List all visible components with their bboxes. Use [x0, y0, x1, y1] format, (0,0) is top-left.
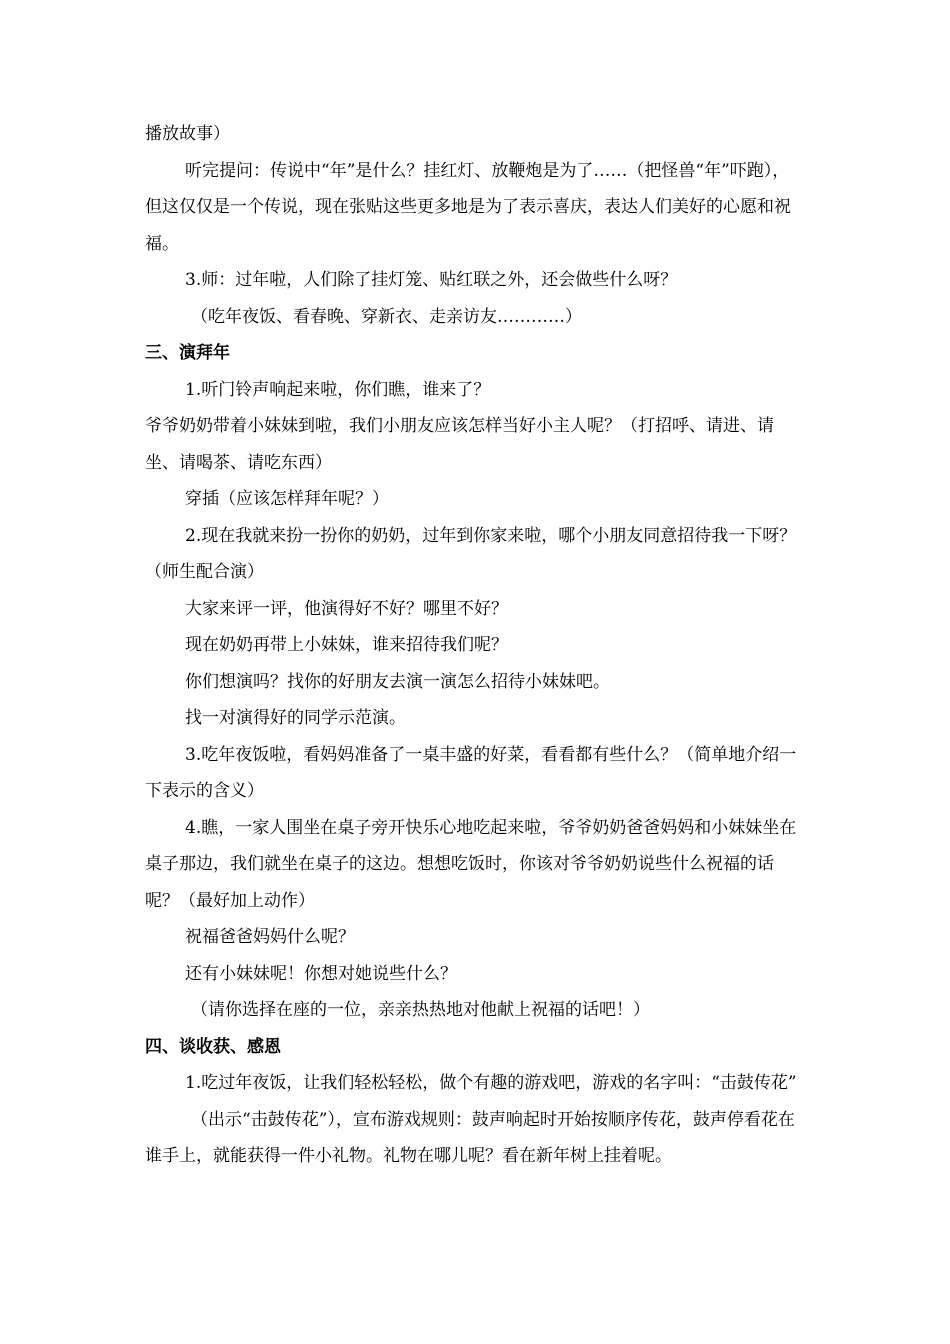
paragraph: （请你选择在座的一位，亲亲热热地对他献上祝福的话吧！） [191, 1000, 650, 1020]
paragraph: 祝福爸爸妈妈什么呢？ [185, 927, 355, 947]
paragraph: 3.师：过年啦，人们除了挂灯笼、贴红联之外，还会做些什么呀？ [185, 270, 678, 290]
paragraph: 还有小妹妹呢！你想对她说些什么？ [185, 963, 457, 984]
paragraph: 大家来评一评，他演得好不好？哪里不好？ [185, 598, 508, 619]
paragraph: 3.吃年夜饭啦，看妈妈准备了一桌丰盛的好菜，看看都有些什么？（简单地介绍一下表示的含义） [145, 744, 797, 801]
paragraph: 2.现在我就来扮一扮你的奶奶，过年到你家来啦，哪个小朋友同意招待我一下呀？（师生配合演） [145, 525, 797, 582]
paragraph: 现在奶奶再带上小妹妹，谁来招待我们呢？ [185, 635, 508, 655]
paragraph: 4.瞧，一家人围坐在桌子旁开快乐心地吃起来啦，爷爷奶奶爸爸妈妈和小妹妹坐在桌子那边，我们就坐在桌子的这边。想想吃饭时，你该对爷爷奶奶说些什么祝福的话呢？（最好加上动作） [145, 817, 797, 911]
paragraph: 播放故事） [145, 124, 230, 144]
paragraph: 找一对演得好的同学示范演。 [185, 708, 406, 728]
paragraph: 你们想演吗？找你的好朋友去演一演怎么招待小妹妹吧。 [185, 671, 610, 692]
paragraph: 听完提问：传说中“年”是什么？挂红灯、放鞭炮是为了……（把怪兽“年”吓跑），但这仅仅是一个传说，现在张贴这些更多地是为了表示喜庆，表达人们美好的心愿和祝福。 [145, 160, 791, 254]
paragraph: 穿插（应该怎样拜年呢？） [185, 489, 389, 509]
paragraph: （吃年夜饭、看春晚、穿新衣、走亲访友…………） [191, 306, 582, 327]
section-heading: 三、演拜年 [145, 343, 230, 363]
section-heading: 四、谈收获、感恩 [145, 1036, 281, 1057]
paragraph: （出示“击鼓传花”），宣布游戏规则：鼓声响起时开始按顺序传花，鼓声停看花在谁手上，就能获得一件小礼物。礼物在哪儿呢？看在新年树上挂着呢。 [145, 1109, 795, 1166]
paragraph: 1.听门铃声响起来啦，你们瞧，谁来了？ [185, 379, 491, 400]
document-body [145, 116, 805, 1175]
paragraph: 爷爷奶奶带着小妹妹到啦，我们小朋友应该怎样当好小主人呢？（打招呼、请进、请坐、请喝茶、请吃东西） [145, 416, 774, 473]
paragraph: 1.吃过年夜饭，让我们轻松轻松，做个有趣的游戏吧，游戏的名字叫：“击鼓传花” [185, 1073, 797, 1093]
